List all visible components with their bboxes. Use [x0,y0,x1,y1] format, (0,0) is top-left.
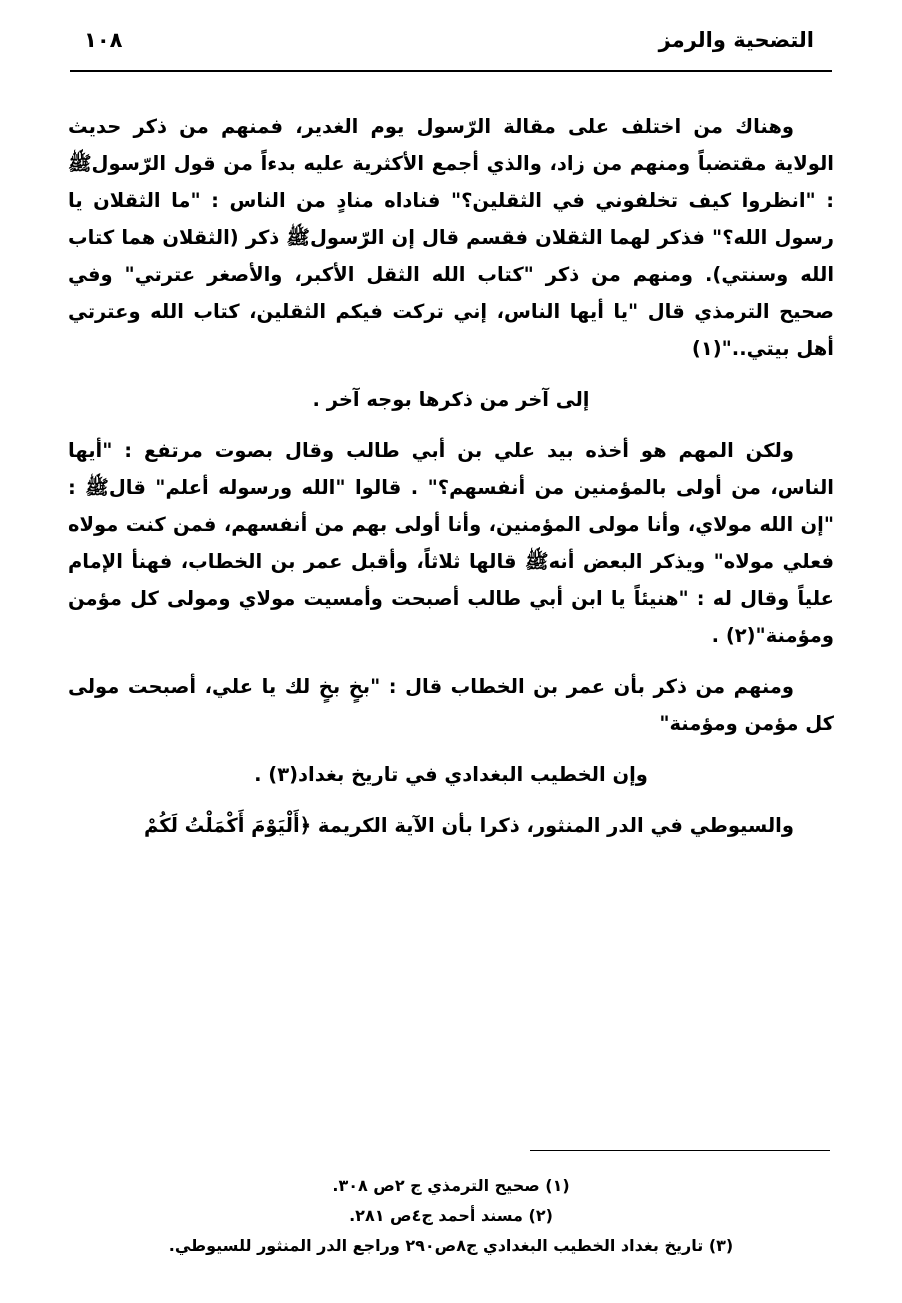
page-body [68,108,834,854]
paragraph-3: ولكن المهم هو أخذه بيد علي بن أبي طالب وقال بصوت مرتفع : "أيها الناس، من أولى بالمؤمنين من أنفسهم؟" . قالوا "الله ورسوله أعلم" قالﷺ : "إن الله مولاي، وأنا مولى المؤمنين، وأنا أولى بهم من أنفسهم، فمن كنت مولاه فعلي مولاه" ويذكر البعض أنهﷺ قالها ثلاثاً، وأقبل عمر بن الخطاب، فهنأ الإمام علياً وقال له : "هنيئاً يا ابن أبي طالب أصبحت وأمسيت مولاي ومولى كل مؤمن ومؤمنة"(٢) . [68,439,834,647]
footnote-item: (١) صحيح الترمذي ج ٢ص ٣٠٨. [332,1176,570,1195]
page-number: ١٠٨ [84,28,123,52]
paragraph-6: والسيوطي في الدر المنثور، ذكرا بأن الآية الكريمة ﴿أَلْيَوْمَ أَكْمَلْتُ لَكُمْ [143,814,794,837]
header-divider [70,70,832,72]
paragraph-1: وهناك من اختلف على مقالة الرّسول يوم الغدير، فمنهم من ذكر حديث الولاية مقتضباً ومنهم من زاد، والذي أجمع الأكثرية عليه بدءاً من قول الرّسولﷺ : "انظروا كيف تخلفوني في الثقلين؟" فناداه منادٍ من الناس : "ما الثقلان يا رسول الله؟" فذكر لهما الثقلان فقسم قال إن الرّسولﷺ ذكر (الثقلان هما كتاب الله وسنتي). ومنهم من ذكر "كتاب الله الثقل الأكبر، والأصغر عترتي" وفي صحيح الترمذي قال "يا أيها الناس، إني تركت فيكم الثقلين، كتاب الله وعترتي أهل بيتي.."(١) [68,115,834,360]
page-header [70,28,832,52]
footnote-divider [530,1150,830,1151]
footnote-item: (٣) تاريخ بغداد الخطيب البغدادي ج٨ص٢٩٠ وراجع الدر المنثور للسيوطي. [168,1236,734,1255]
paragraph-4: ومنهم من ذكر بأن عمر بن الخطاب قال : "بخٍ بخٍ لك يا علي، أصبحت مولى كل مؤمن ومؤمنة" [68,675,834,735]
paragraph-2: إلى آخر من ذكرها بوجه آخر . [312,388,590,411]
book-title: التضحية والرمز [658,28,814,52]
footnote-item: (٢) مسند أحمد ج٤ص ٢٨١. [349,1206,553,1225]
paragraph-5: وإن الخطيب البغدادي في تاريخ بغداد(٣) . [254,763,648,786]
footnote-list [68,1171,834,1261]
